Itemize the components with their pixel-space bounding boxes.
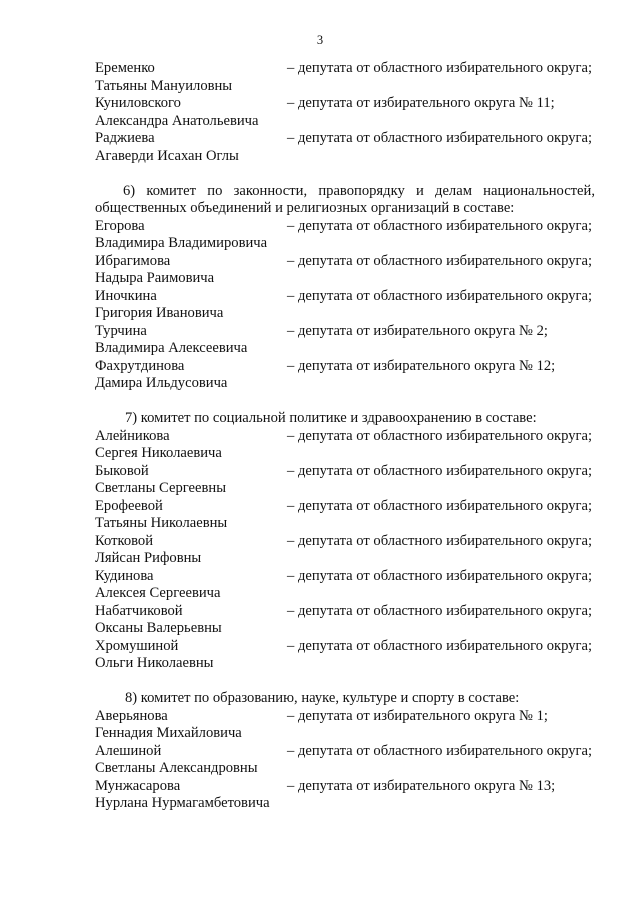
member-entry [95,638,615,673]
member-description: – депутата от областного избирательного округа; [287,532,593,549]
member-description: – депутата от областного избирательного округа; [287,217,593,234]
member-entry [95,428,615,463]
member-description: – депутата от областного избирательного округа; [287,252,593,269]
section-heading: 8) комитет по образованию, науке, культуре и спорту в составе: [125,690,520,706]
member-description: – депутата от избирательного округа № 2; [287,322,548,339]
member-name: Александра Анатольевича [95,112,259,129]
member-name: Надыра Раимовича [95,270,215,286]
member-surname: Турчина [95,322,147,339]
member-surname: Кудинова [95,567,154,584]
member-entry [95,708,615,743]
section-heading: 6) комитет по законности, правопорядку и делам национальностей, общественных объединений и религиозных организаций в составе: [95,182,595,216]
member-name: Светланы Сергеевны [95,480,226,496]
member-surname: Егорова [95,217,145,234]
member-entry [95,498,615,533]
member-name: Ольги Николаевны [95,655,214,671]
section-heading: 7) комитет по социальной политике и здравоохранению в составе: [125,410,537,426]
member-entry [95,253,615,288]
member-entry [95,130,615,165]
member-surname: Мунжасарова [95,777,181,794]
member-surname: Еременко [95,60,155,76]
member-surname: Котковой [95,532,154,549]
member-description: – депутата от областного избирательного округа; [287,602,593,619]
member-surname: Раджиева [95,130,155,146]
member-entry [95,603,615,638]
member-name: Дамира Ильдусовича [95,375,228,391]
member-name: Сергея Николаевича [95,445,222,461]
member-description: – депутата от избирательного округа № 13; [287,777,556,794]
member-description: – депутата от областного избирательного округа; [287,130,593,146]
document-body [95,60,615,813]
member-description: – депутата от областного избирательного округа; [287,427,593,444]
member-surname: Хромушиной [95,637,179,654]
member-description: – депутата от избирательного округа № 11; [287,95,555,111]
member-description: – депутата от избирательного округа № 1; [287,707,548,724]
member-description: – депутата от областного избирательного округа; [287,287,593,304]
member-name: Татьяны Мануиловны [95,77,233,94]
member-name: Владимира Алексеевича [95,340,248,356]
member-entry [95,218,615,253]
member-description: – депутата от областного избирательного округа; [287,567,593,584]
member-surname: Алейникова [95,427,170,444]
member-name: Геннадия Михайловича [95,725,242,741]
member-entry [95,533,615,568]
member-surname: Аверьянова [95,707,168,724]
member-surname: Набатчиковой [95,602,183,619]
member-name: Владимира Владимировича [95,235,268,251]
member-description: – депутата от областного избирательного округа; [287,742,593,759]
member-description: – депутата от областного избирательного округа; [287,497,593,514]
member-surname: Ибрагимова [95,252,171,269]
member-surname: Куниловского [95,95,181,111]
member-description: – депутата от областного избирательного округа; [287,462,593,479]
member-entry [95,743,615,778]
member-name: Татьяны Николаевны [95,515,228,531]
member-surname: Иночкина [95,287,157,304]
page-number: 3 [316,33,324,47]
member-name: Агаверди Исахан Оглы [95,147,239,164]
member-description: – депутата от областного избирательного округа; [287,60,593,76]
member-description: – депутата от избирательного округа № 12; [287,357,556,374]
member-name: Алексея Сергеевича [95,585,221,601]
member-name: Григория Ивановича [95,305,224,321]
member-entry [95,60,615,95]
member-entry [95,288,615,323]
member-name: Оксаны Валерьевны [95,620,222,636]
member-name: Ляйсан Рифовны [95,550,202,566]
member-name: Светланы Александровны [95,760,258,776]
member-surname: Быковой [95,462,149,479]
member-name: Нурлана Нурмагамбетовича [95,795,270,811]
member-description: – депутата от областного избирательного округа; [287,637,593,654]
member-surname: Алешиной [95,742,162,759]
member-entry [95,463,615,498]
member-entry [95,95,615,130]
member-entry [95,778,615,813]
member-surname: Ерофеевой [95,497,163,514]
member-entry [95,323,615,358]
member-entry [95,568,615,603]
member-entry [95,358,615,393]
member-surname: Фахрутдинова [95,357,185,374]
